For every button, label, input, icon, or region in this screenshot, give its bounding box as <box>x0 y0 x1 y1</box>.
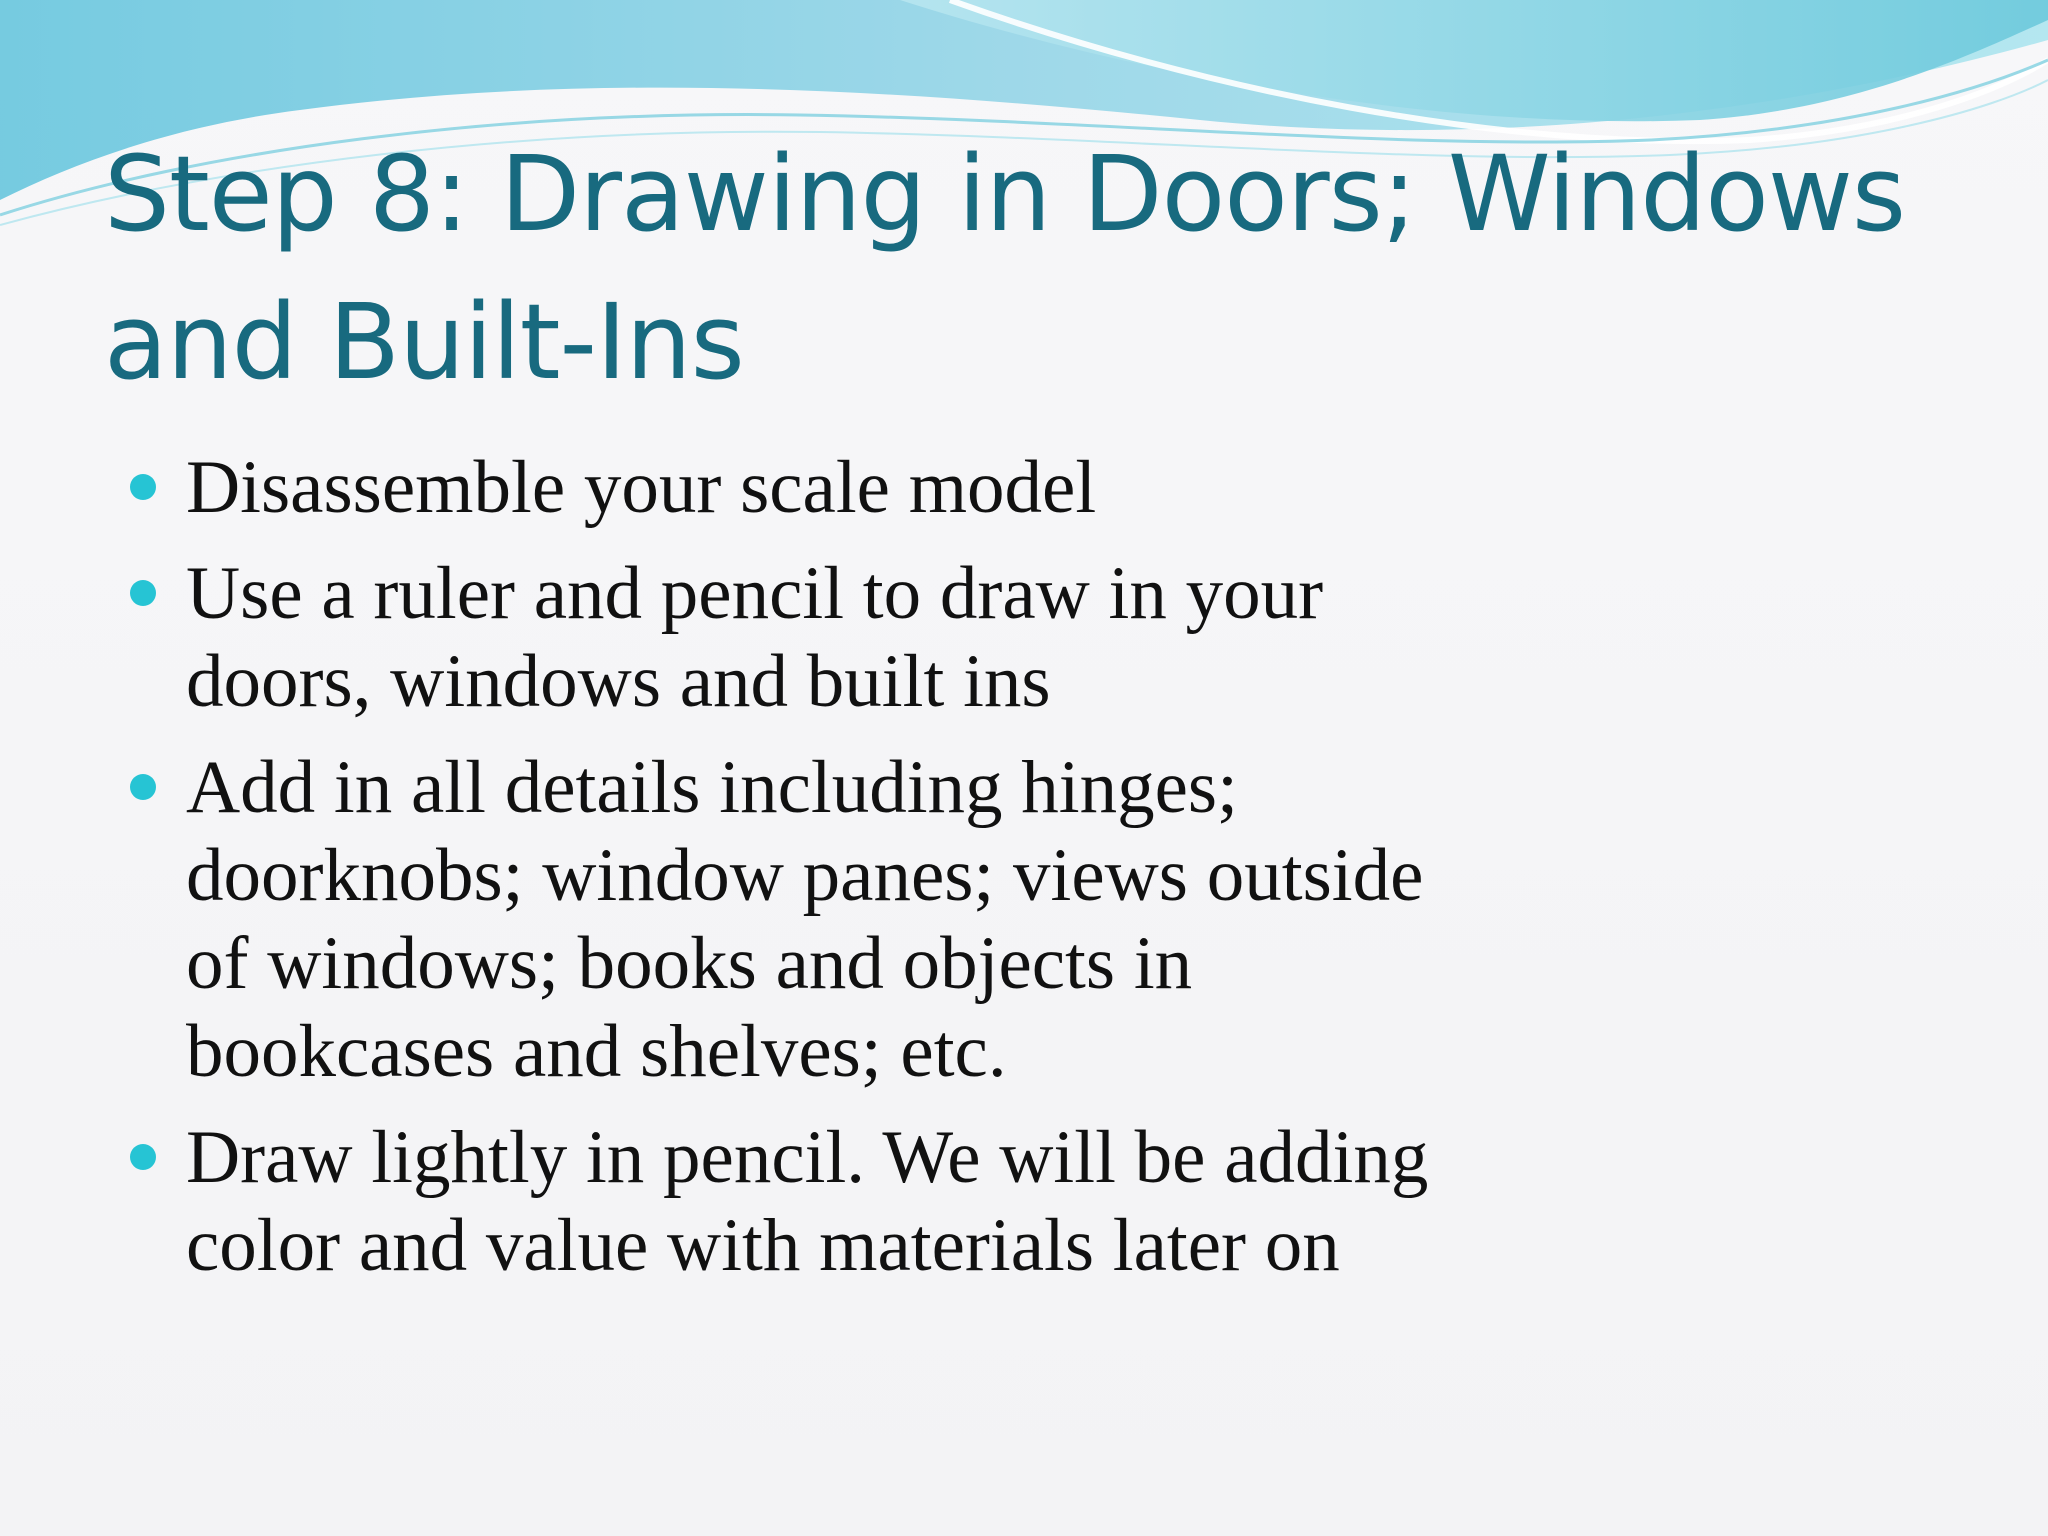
bullet-item <box>130 550 1530 726</box>
slide-title <box>104 120 1984 416</box>
title-line: and Built-Ins <box>104 281 744 403</box>
bullet-dot-icon <box>130 774 156 800</box>
bullet-dot-icon <box>130 1144 156 1170</box>
bullet-dot-icon <box>130 580 156 606</box>
bullet-text: Disassemble your scale model <box>186 446 1097 529</box>
title-line: Step 8: Drawing in Doors; Windows <box>104 133 1906 255</box>
bullet-text: Use a ruler and pencil to draw in your <box>186 552 1324 635</box>
bullet-text: of windows; books and objects in <box>186 922 1193 1005</box>
bullet-item <box>130 444 1530 532</box>
bullet-text: color and value with materials later on <box>186 1204 1340 1287</box>
bullet-text: bookcases and shelves; etc. <box>186 1010 1007 1093</box>
bullet-text: doors, windows and built ins <box>186 640 1051 723</box>
bullet-item <box>130 744 1530 1096</box>
bullet-item <box>130 1114 1530 1290</box>
bullet-dot-icon <box>130 474 156 500</box>
bullet-text: Draw lightly in pencil. We will be adding <box>186 1116 1429 1199</box>
bullet-list <box>130 444 1530 1308</box>
bullet-text: doorknobs; window panes; views outside <box>186 834 1424 917</box>
bullet-text: Add in all details including hinges; <box>186 746 1238 829</box>
